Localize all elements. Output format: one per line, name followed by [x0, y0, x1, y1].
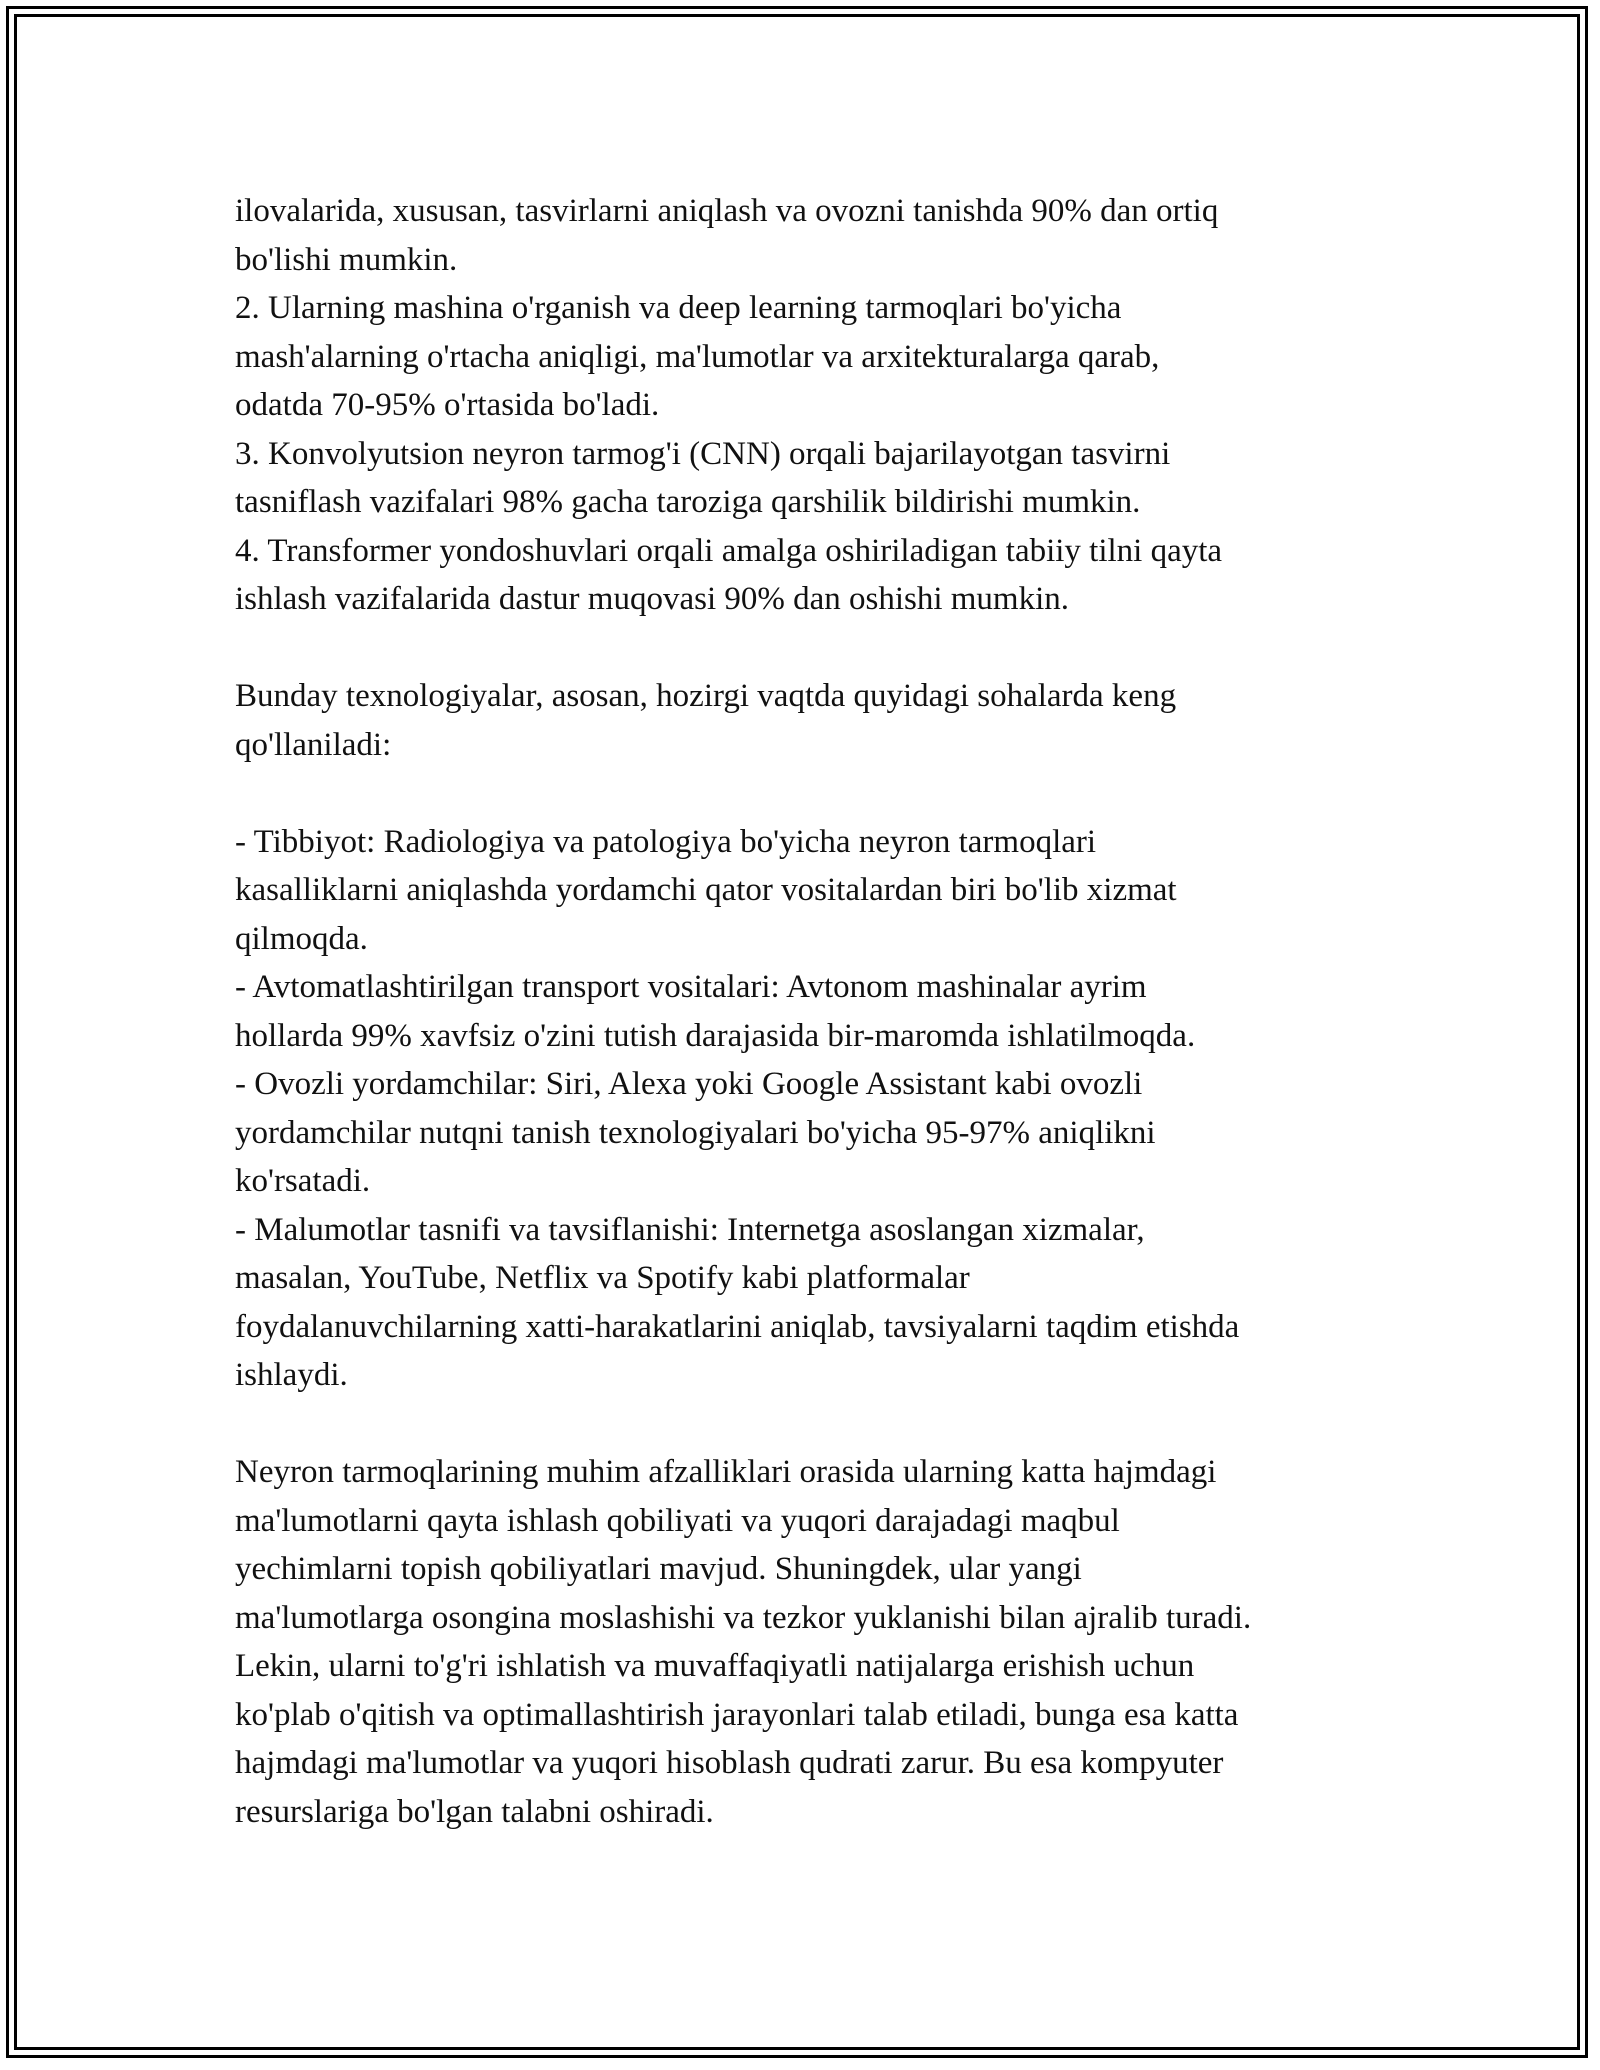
text-line: kasalliklarni aniqlashda yordamchi qator vositalardan biri bo'lib xizmat [235, 872, 1177, 908]
list-item-4: 4. Transformer yondoshuvlari orqali amalga oshiriladigan tabiiy tilni qayta [235, 532, 1223, 569]
text-line: tasniflash vazifalari 98% gacha taroziga qarshilik bildirishi mumkin. [235, 484, 1141, 520]
paragraph-spacer [235, 1400, 1385, 1449]
text-line: qilmoqda. [235, 920, 368, 957]
text-line: Neyron tarmoqlarining muhim afzalliklari orasida ularning katta hajmdagi [235, 1454, 1217, 1490]
text-line: ko'rsatadi. [235, 1163, 371, 1199]
text-line: hollarda 99% xavfsiz o'zini tutish darajasida bir-maromda ishlatilmoqda. [235, 1017, 1196, 1054]
text-line: Bunday texnologiyalar, asosan, hozirgi vaqtda quyidagi sohalarda keng [235, 678, 1177, 714]
paragraph-accuracy-list [235, 187, 1385, 624]
list-item-medicine: - Tibbiyot: Radiologiya va patologiya bo'yicha neyron tarmoqlari [235, 823, 1097, 860]
paragraph-spacer [235, 769, 1385, 818]
text-line: ko'plab o'qitish va optimallashtirish jarayonlari talab etiladi, bunga esa katta [235, 1696, 1239, 1733]
text-line: yechimlarni topish qobiliyatlari mavjud. Shuningdek, ular yangi [235, 1551, 1082, 1587]
document-body [235, 187, 1385, 1836]
text-line: ilovalarida, xususan, tasvirlarni aniqlash va ovozni tanishda 90% dan ortiq [235, 193, 1219, 229]
text-line: odatda 70-95% o'rtasida bo'ladi. [235, 387, 660, 423]
paragraph-spacer [235, 624, 1385, 673]
paragraph-intro-fields [235, 672, 1385, 769]
list-item-recommendations: - Malumotlar tasnifi va tavsiflanishi: Internetga asoslangan xizmalar, [235, 1211, 1145, 1248]
paragraph-application-list [235, 818, 1385, 1400]
list-item-3: 3. Konvolyutsion neyron tarmog'i (CNN) orqali bajarilayotgan tasvirni [235, 435, 1171, 472]
text-line: hajmdagi ma'lumotlar va yuqori hisoblash qudrati zarur. Bu esa kompyuter [235, 1745, 1224, 1781]
text-line: mash'alarning o'rtacha aniqligi, ma'lumotlar va arxitekturalarga qarab, [235, 338, 1160, 375]
paragraph-advantages [235, 1448, 1385, 1836]
text-line: bo'lishi mumkin. [235, 241, 458, 278]
text-line: foydalanuvchilarning xatti-harakatlarini aniqlab, tavsiyalarni taqdim etishda [235, 1308, 1240, 1345]
list-item-2: 2. Ularning mashina o'rganish va deep learning tarmoqlari bo'yicha [235, 290, 1122, 326]
text-line: resurslariga bo'lgan talabni oshiradi. [235, 1793, 714, 1830]
text-line: yordamchilar nutqni tanish texnologiyalari bo'yicha 95-97% aniqlikni [235, 1114, 1156, 1151]
text-line: ishlash vazifalarida dastur muqovasi 90% dan oshishi mumkin. [235, 581, 1070, 617]
list-item-voice-assistants: - Ovozli yordamchilar: Siri, Alexa yoki Google Assistant kabi ovozli [235, 1066, 1143, 1102]
text-line: qo'llaniladi: [235, 726, 392, 763]
list-item-transport: - Avtomatlashtirilgan transport vositalari: Avtonom mashinalar ayrim [235, 969, 1147, 1005]
text-line: ma'lumotlarni qayta ishlash qobiliyati va yuqori darajadagi maqbul [235, 1502, 1120, 1539]
text-line: ishlaydi. [235, 1357, 348, 1393]
text-line: masalan, YouTube, Netflix va Spotify kabi platformalar [235, 1260, 970, 1296]
text-line: ma'lumotlarga osongina moslashishi va tezkor yuklanishi bilan ajralib turadi. [235, 1599, 1252, 1636]
text-line: Lekin, ularni to'g'ri ishlatish va muvaffaqiyatli natijalarga erishish uchun [235, 1648, 1195, 1684]
